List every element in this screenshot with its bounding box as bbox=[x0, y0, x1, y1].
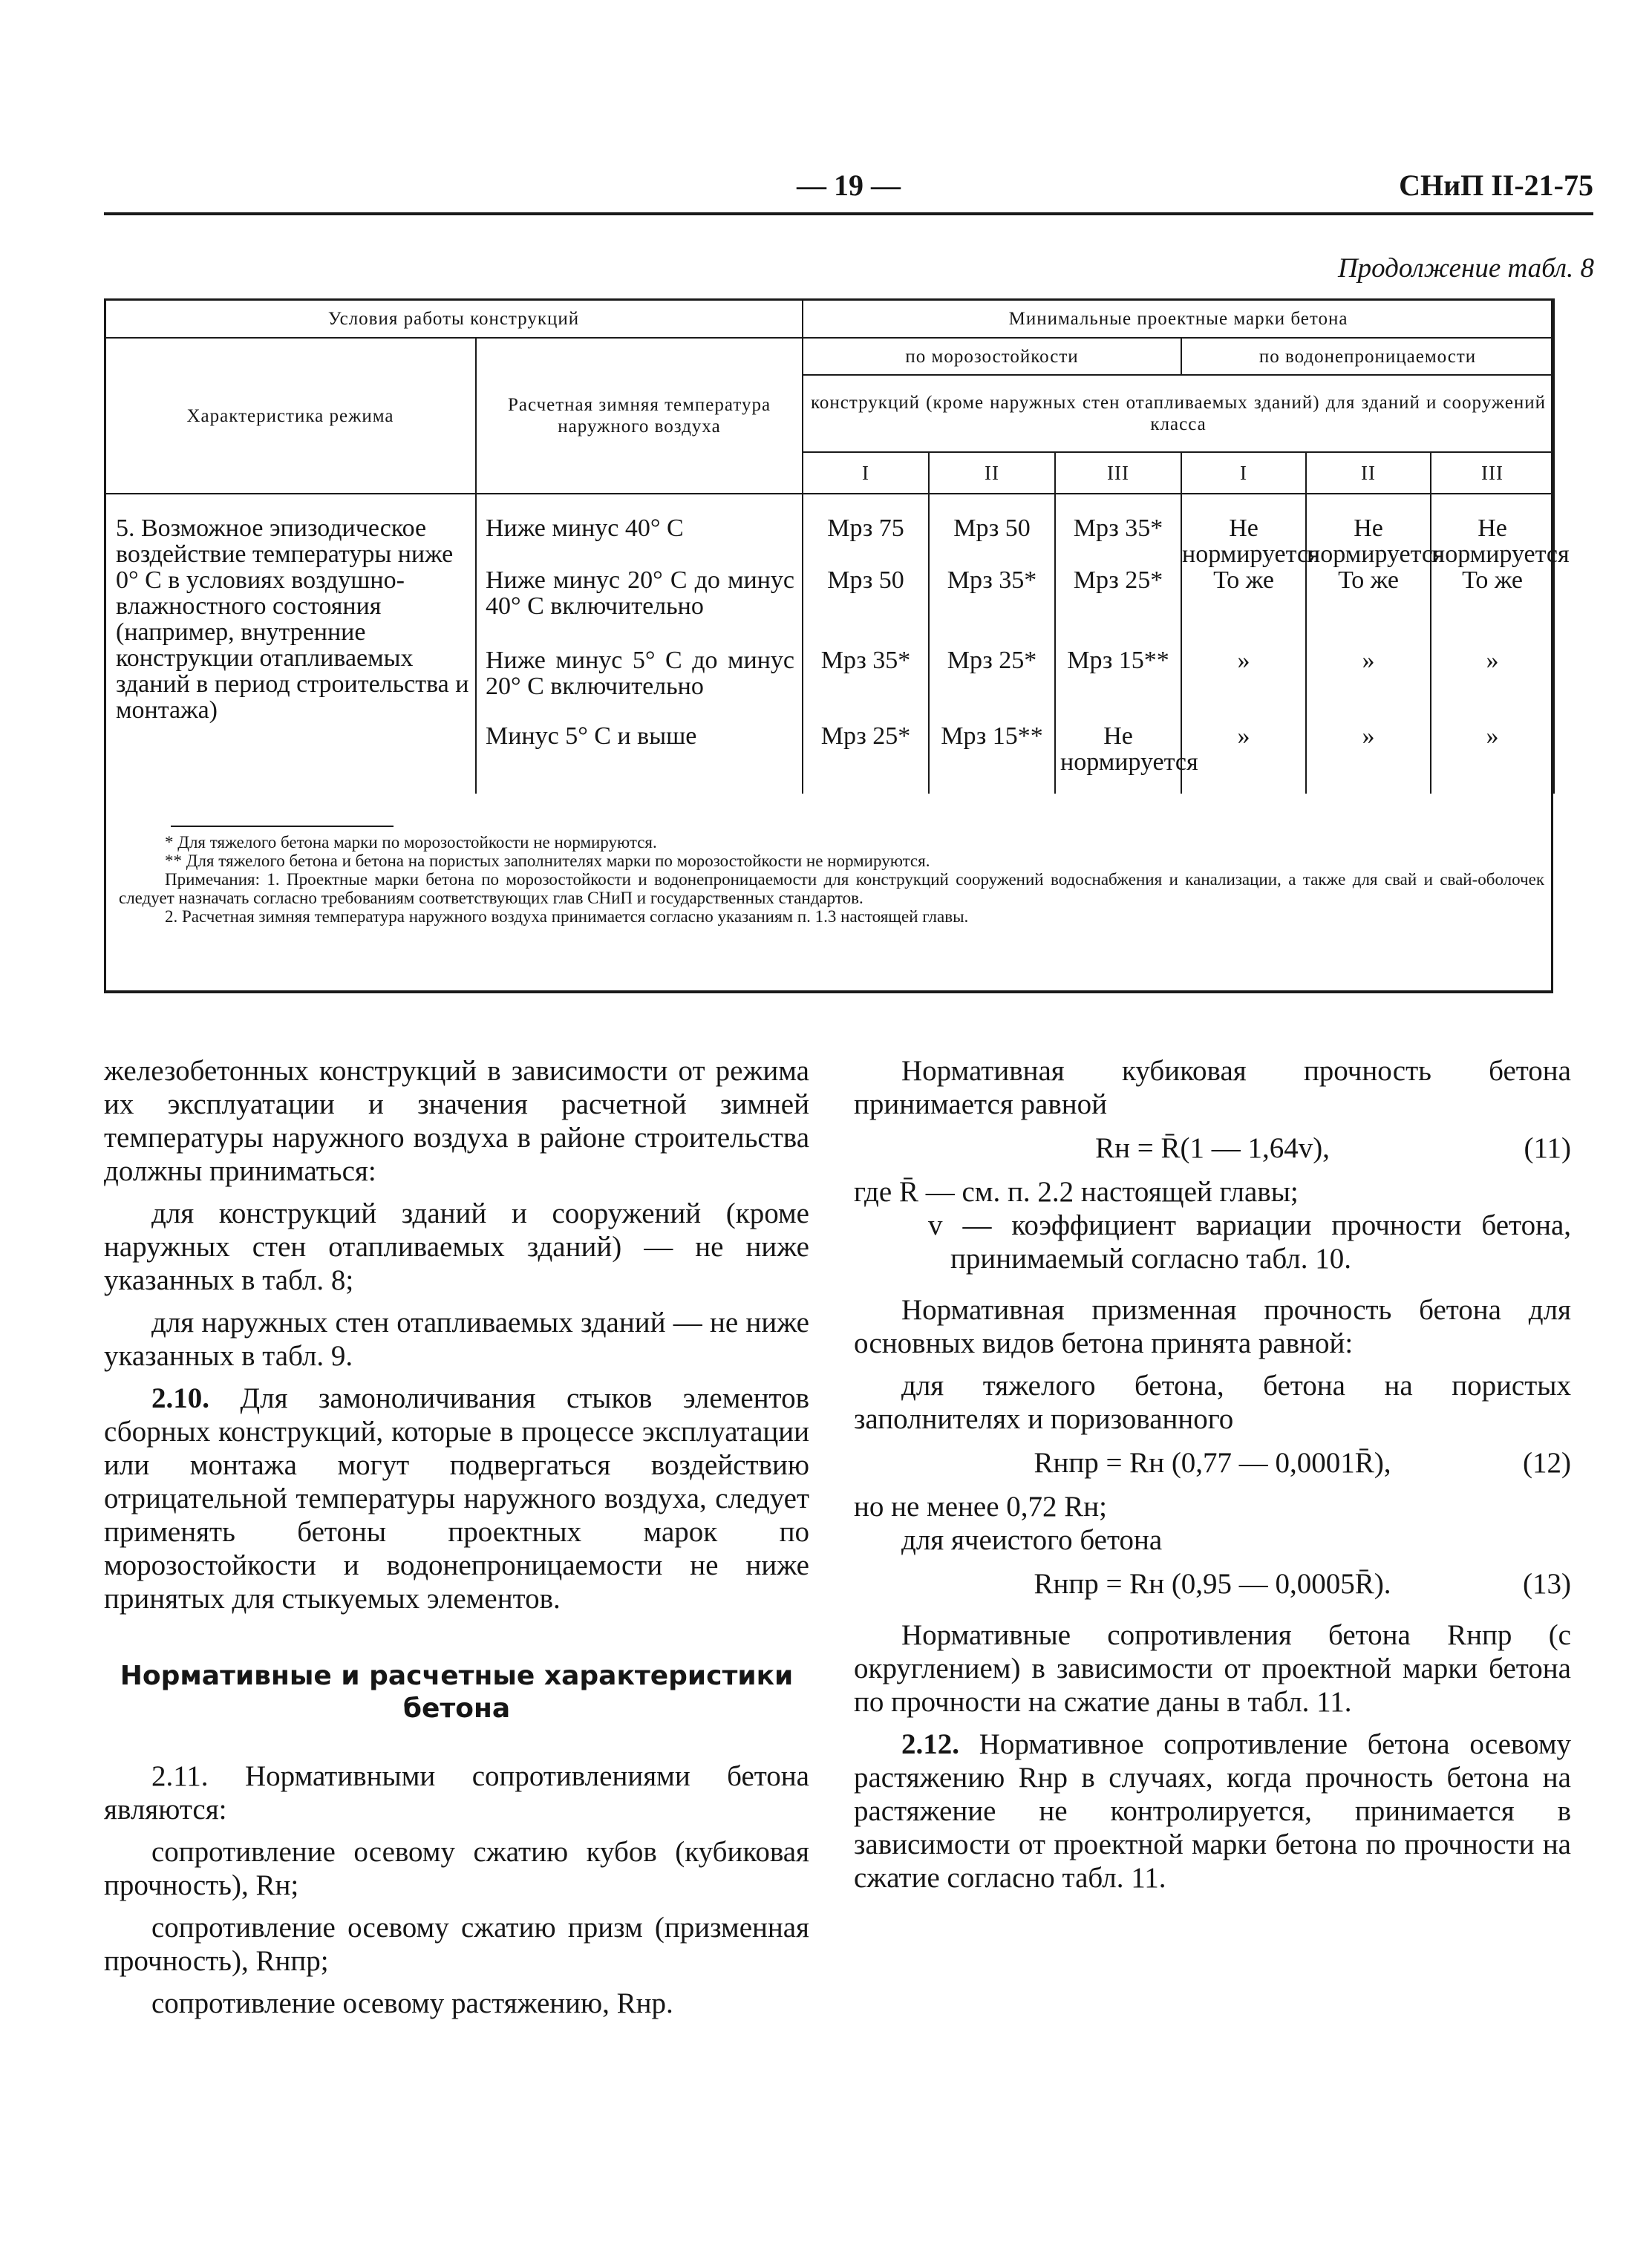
right-paragraph-1: Нормативная кубиковая прочность бетона принимается равной bbox=[854, 1055, 1571, 1120]
right-paragraph-7 bbox=[854, 1728, 1571, 1895]
water2-4: » bbox=[1362, 722, 1375, 750]
water2-3: » bbox=[1362, 647, 1375, 674]
frost2-1: Мрз 50 bbox=[953, 514, 1031, 542]
left-paragraph-5: 2.11. Нормативными сопротивлениями бетона являются: bbox=[104, 1760, 809, 1826]
frost3-1: Мрз 35* bbox=[1073, 514, 1163, 542]
formula-11 bbox=[854, 1131, 1571, 1165]
notes-rule bbox=[171, 826, 394, 827]
water1-2: То же bbox=[1213, 566, 1274, 594]
page-header bbox=[104, 162, 1593, 206]
left-column bbox=[104, 1054, 809, 2029]
clause-number-2-10: 2.10. bbox=[151, 1382, 209, 1414]
water-class-3-cell bbox=[1431, 494, 1570, 794]
header-frost: по морозостойкости bbox=[803, 338, 1181, 375]
water3-4: » bbox=[1486, 722, 1499, 750]
mode-description: 5. Возможное эпизодическое воздействие температуры ниже 0° С в условиях воздушно-влажностного состояния (например, внутренние конструкции отапливаемых зданий в период строительства и монтажа) bbox=[105, 494, 476, 794]
header-conditions: Условия работы конструкций bbox=[105, 299, 803, 338]
clause-2-12-text: Нормативное сопротивление бетона осевому растяжению Rнр в случаях, когда прочность бетона на растяжение не контролируется, принимается в зависимости от проектной марки бетона по прочности на сжатие согласно табл. 11. bbox=[854, 1728, 1571, 1894]
right-where-2: v — коэффициент вариации прочности бетона, принимаемый согласно табл. 10. bbox=[928, 1209, 1571, 1275]
water1-3: » bbox=[1237, 647, 1250, 674]
right-paragraph-2: Нормативная призменная прочность бетона для основных видов бетона принята равной: bbox=[854, 1294, 1571, 1359]
formula-13-number: (13) bbox=[1523, 1568, 1571, 1600]
frost2-4: Мрз 15** bbox=[941, 722, 1043, 750]
section-heading: Нормативные и расчетные характеристики бетона bbox=[120, 1661, 794, 1724]
table-8 bbox=[104, 298, 1570, 794]
water3-1: Не нормируется bbox=[1431, 514, 1570, 568]
right-paragraph-6: Нормативные сопротивления бетона Rнпр (с округлением) в зависимости от проектной марки бетона по прочности на сжатие даны в табл. 11. bbox=[854, 1619, 1571, 1718]
table-continuation-label: Продолжение табл. 8 bbox=[1337, 253, 1594, 284]
water2-2: То же bbox=[1338, 566, 1399, 594]
clause-number-2-12: 2.12. bbox=[901, 1728, 959, 1760]
temp-1: Ниже минус 40° С bbox=[486, 514, 684, 542]
water-class-2-cell bbox=[1306, 494, 1445, 794]
class-water-3: III bbox=[1431, 452, 1554, 494]
frost2-3: Мрз 25* bbox=[947, 647, 1037, 674]
frost2-2: Мрз 35* bbox=[947, 566, 1037, 594]
frost1-2: Мрз 50 bbox=[827, 566, 904, 594]
left-paragraph-6: сопротивление осевому сжатию кубов (кубиковая прочность), Rн; bbox=[104, 1836, 809, 1901]
temp-4: Минус 5° С и выше bbox=[486, 722, 697, 750]
left-paragraph-8: сопротивление осевому растяжению, Rнр. bbox=[151, 1987, 673, 2019]
left-paragraph-3: для наружных стен отапливаемых зданий — не ниже указанных в табл. 9. bbox=[104, 1307, 809, 1372]
water2-1: Не нормируется bbox=[1307, 514, 1445, 568]
right-paragraph-5: для ячеистого бетона bbox=[901, 1524, 1163, 1556]
class-frost-1: I bbox=[803, 452, 929, 494]
water1-4: » bbox=[1237, 722, 1250, 750]
frost1-3: Мрз 35* bbox=[820, 647, 911, 674]
water3-3: » bbox=[1486, 647, 1499, 674]
header-temperature: Расчетная зимняя температура наружного воздуха bbox=[476, 338, 803, 494]
frost3-3: Мрз 15** bbox=[1067, 647, 1169, 674]
table-notes bbox=[119, 833, 1544, 926]
formula-13-expression: Rнпр = Rн (0,95 — 0,0005R̄). bbox=[1034, 1568, 1391, 1600]
class-water-1: I bbox=[1181, 452, 1306, 494]
formula-12 bbox=[854, 1446, 1571, 1480]
right-paragraph-3: для тяжелого бетона, бетона на пористых заполнителях и поризованного bbox=[854, 1370, 1571, 1435]
note-2: ** Для тяжелого бетона и бетона на пористых заполнителях марки по морозостойкости не нормируются. bbox=[165, 852, 930, 870]
water-class-1-cell bbox=[1181, 494, 1320, 794]
temperature-cell bbox=[476, 494, 803, 794]
temp-2: Ниже минус 20° С до минус 40° С включительно bbox=[486, 566, 795, 620]
frost-class-1-cell bbox=[803, 494, 929, 794]
header-water: по водонепроницаемости bbox=[1181, 338, 1554, 375]
formula-12-number: (12) bbox=[1523, 1447, 1571, 1479]
header-class: конструкций (кроме наружных стен отапливаемых зданий) для зданий и сооружений класса bbox=[803, 375, 1554, 452]
temp-3: Ниже минус 5° С до минус 20° С включительно bbox=[486, 647, 795, 700]
note-1: * Для тяжелого бетона марки по морозостойкости не нормируются. bbox=[165, 833, 657, 852]
formula-13 bbox=[854, 1567, 1571, 1601]
frost3-2: Мрз 25* bbox=[1073, 566, 1163, 594]
left-paragraph-4 bbox=[104, 1382, 809, 1615]
left-paragraph-1: железобетонных конструкций в зависимости от режима их эксплуатации и значения расчетной зимней температуры наружного воздуха в районе строительства должны приниматься: bbox=[104, 1055, 809, 1187]
frost-class-3-cell bbox=[1055, 494, 1198, 794]
water3-2: То же bbox=[1462, 566, 1523, 594]
clause-2-10-text: Для замоноличивания стыков элементов сборных конструкций, которые в процессе эксплуатации или монтажа могут подвергаться воздействию отрицательной температуры наружного воздуха, следует применять бетоны проектных марок по морозостойкости и водонепроницаемости не ниже принятых для стыкуемых элементов. bbox=[104, 1382, 810, 1615]
header-rule bbox=[104, 212, 1593, 215]
header-min-grades: Минимальные проектные марки бетона bbox=[803, 299, 1554, 338]
frost1-1: Мрз 75 bbox=[827, 514, 904, 542]
formula-11-expression: Rн = R̄(1 — 1,64v), bbox=[1095, 1132, 1330, 1164]
formula-12-expression: Rнпр = Rн (0,77 — 0,0001R̄), bbox=[1034, 1447, 1391, 1479]
class-water-2: II bbox=[1306, 452, 1431, 494]
right-column bbox=[854, 1054, 1571, 1903]
note-4: 2. Расчетная зимняя температура наружного воздуха принимается согласно указаниям п. 1.3 настоящей главы. bbox=[165, 907, 969, 926]
formula-11-number: (11) bbox=[1524, 1132, 1571, 1164]
right-where-1: где R̄ — см. п. 2.2 настоящей главы; bbox=[854, 1176, 1299, 1208]
right-paragraph-4: но не менее 0,72 Rн; bbox=[854, 1491, 1108, 1523]
page-number: — 19 — bbox=[797, 169, 901, 202]
class-frost-3: III bbox=[1055, 452, 1181, 494]
header-mode: Характеристика режима bbox=[105, 338, 476, 494]
frost1-4: Мрз 25* bbox=[820, 722, 911, 750]
class-frost-2: II bbox=[929, 452, 1055, 494]
frost3-4: Не нормируется bbox=[1060, 722, 1198, 776]
document-code: СНиП II-21-75 bbox=[1399, 169, 1593, 202]
left-paragraph-2: для конструкций зданий и сооружений (кроме наружных стен отапливаемых зданий) — не ниже указанных в табл. 8; bbox=[104, 1197, 809, 1296]
left-paragraph-7: сопротивление осевому сжатию призм (призменная прочность), Rнпр; bbox=[104, 1912, 809, 1977]
note-3: Примечания: 1. Проектные марки бетона по морозостойкости и водонепроницаемости для конструкций сооружений водоснабжения и канализации, а также для свай и свай-оболочек следует назначать согласно требованиям соответствующих глав СНиП и государственных стандартов. bbox=[119, 870, 1544, 907]
water1-1: Не нормируется bbox=[1182, 514, 1320, 568]
frost-class-2-cell bbox=[929, 494, 1055, 794]
